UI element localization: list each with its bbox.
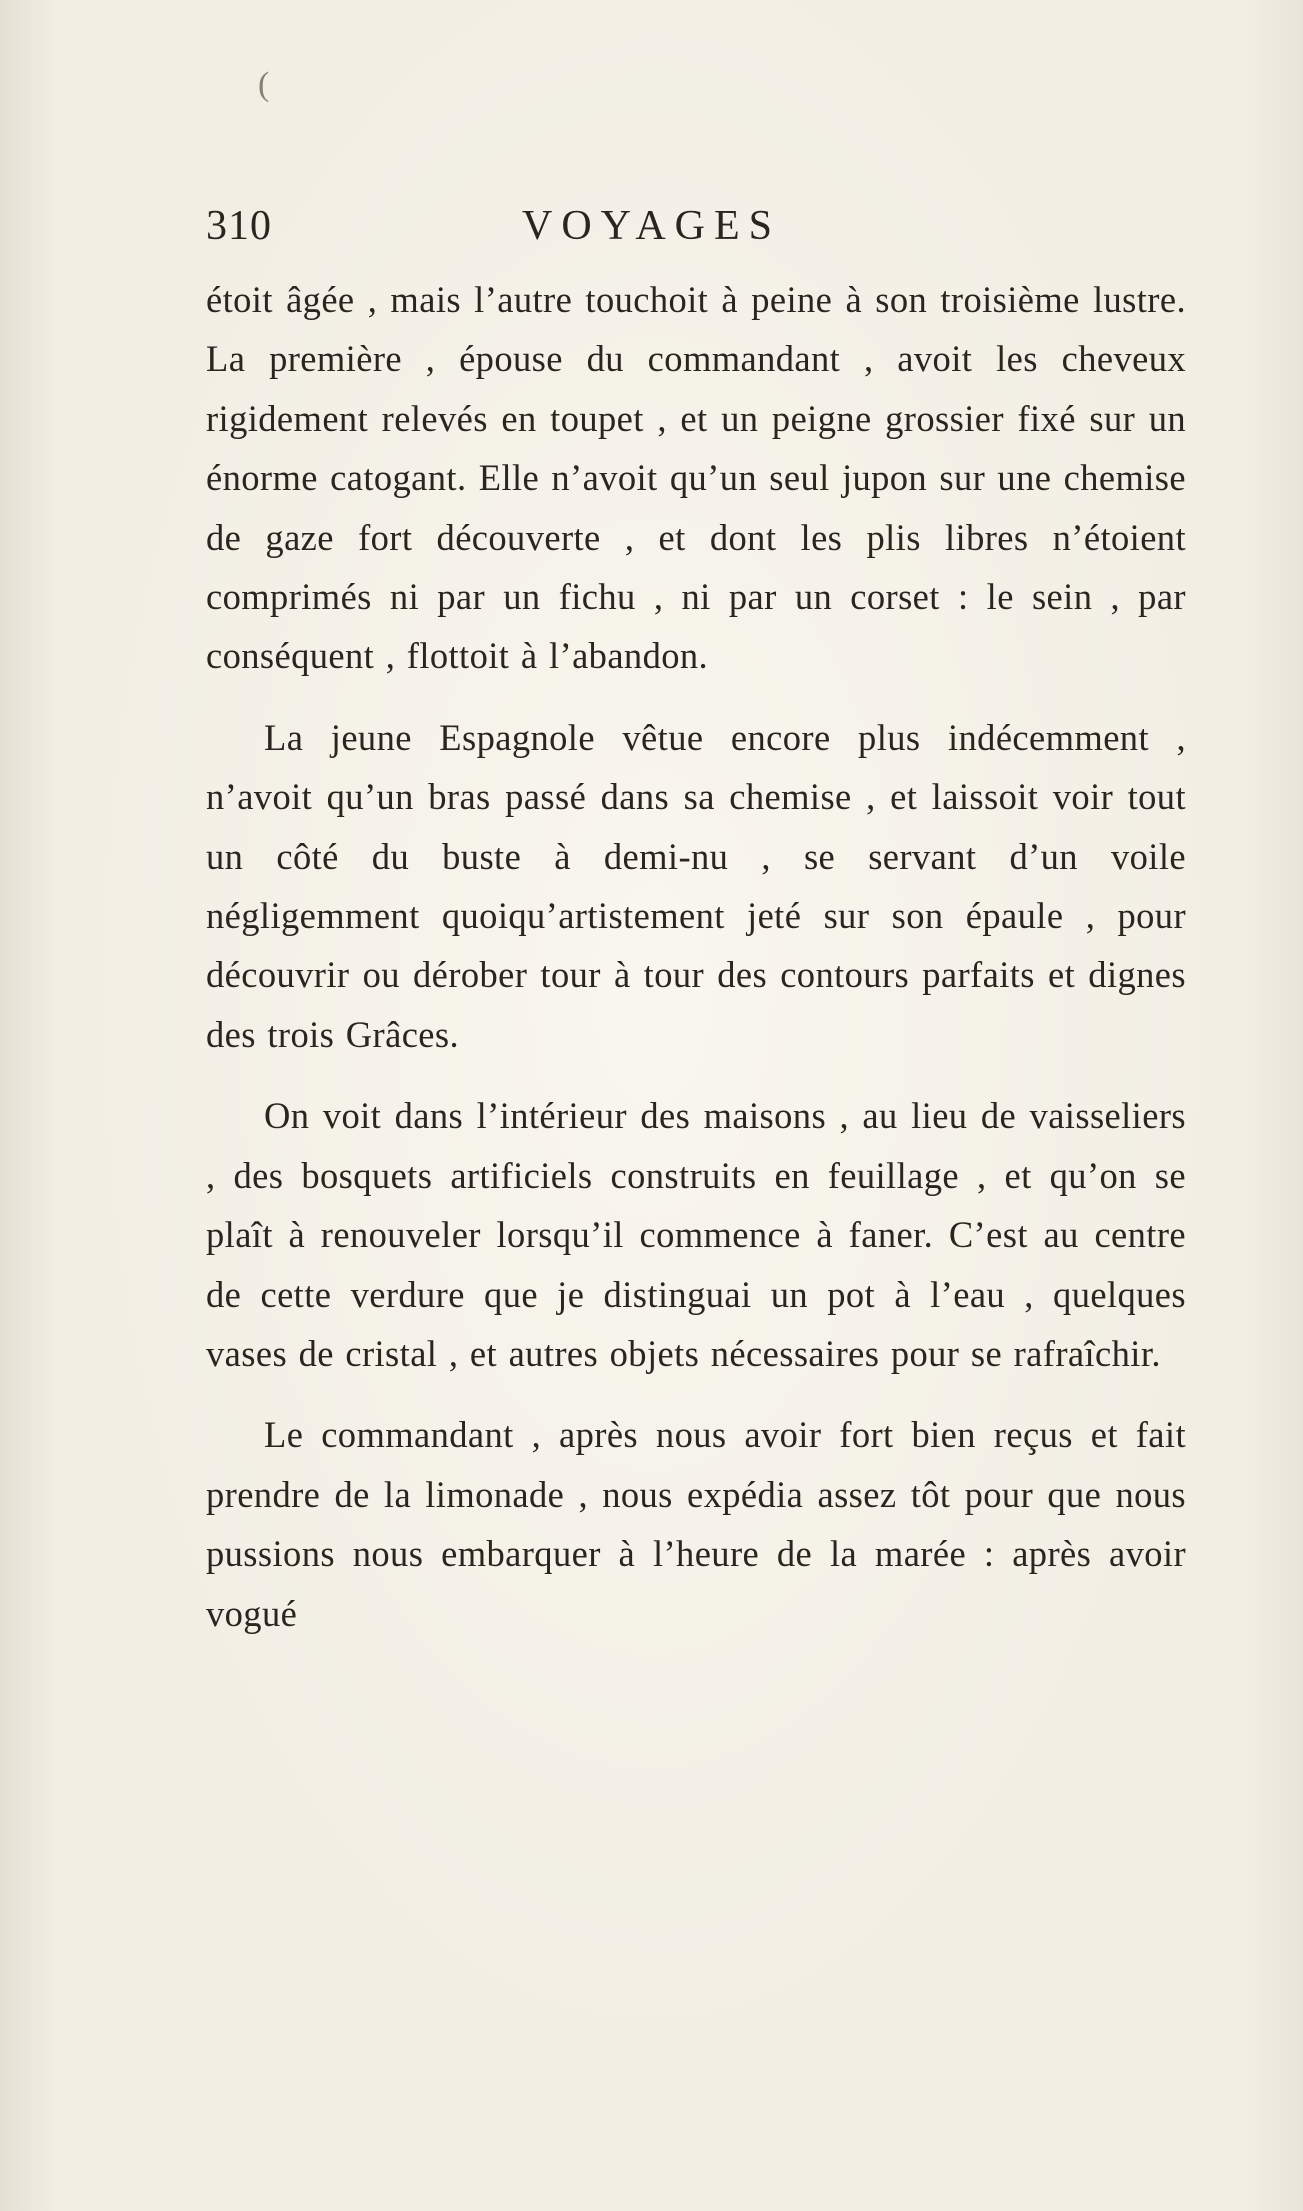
paragraph-4: Le commandant , après nous avoir fort bien reçus et fait prendre de la limonade , nous expédia assez tôt pour que nous pussions nous embarquer à l’heure de la marée : après avoir vogué (206, 1414, 1186, 1634)
page-header (206, 196, 1186, 256)
paragraph-1: étoit âgée , mais l’autre touchoit à peine à son troisième lustre. La première , épouse du commandant , avoit les cheveux rigidement relevés en toupet , et un peigne grossier fixé sur un énorme catogant. Elle n’avoit qu’un seul jupon sur une chemise de gaze fort découverte , et dont les plis libres n’étoient comprimés ni par un fichu , ni par un corset : le sein , par conséquent , flottoit à l’abandon. (206, 279, 1186, 677)
running-head: VOYAGES (522, 203, 782, 249)
margin-mark: ( (258, 66, 270, 103)
paragraph-3: On voit dans l’intérieur des maisons , au lieu de vaisseliers , des bosquets artificiels construits en feuillage , et qu’on se plaît à renouveler lorsqu’il commence à faner. C’est au centre de cette verdure que je distinguai un pot à l’eau , quelques vases de cristal , et autres objets nécessaires pour se rafraîchir. (206, 1095, 1186, 1374)
page-number: 310 (206, 203, 272, 249)
paragraph-2: La jeune Espagnole vêtue encore plus indécemment , n’avoit qu’un bras passé dans sa chemise , et laissoit voir tout un côté du buste à demi-nu , se servant d’un voile négligemment quoiqu’artistement jeté sur son épaule , pour découvrir ou dérober tour à tour des contours parfaits et dignes des trois Grâces. (206, 716, 1186, 1055)
body-text (206, 270, 1186, 1643)
